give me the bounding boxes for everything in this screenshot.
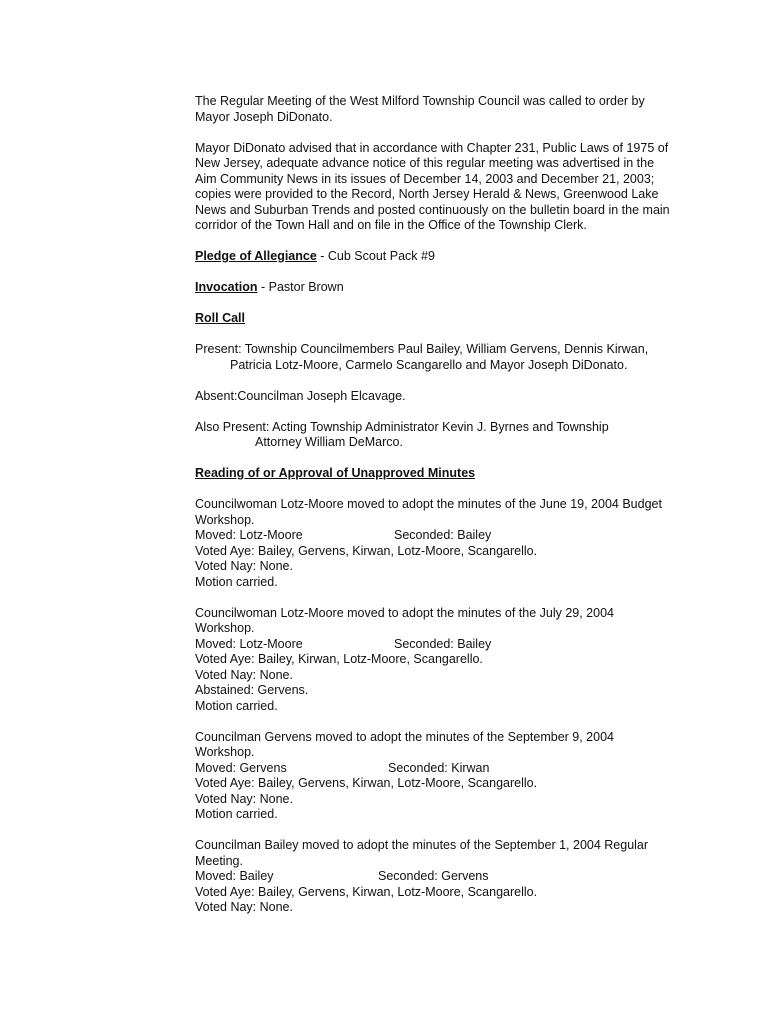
moved-seconded-line xyxy=(195,637,675,653)
voted-nay: Voted Nay: None. xyxy=(195,559,293,573)
voted-nay: Voted Nay: None. xyxy=(195,667,293,682)
minutes-heading: Reading of or Approval of Unapproved Minutes xyxy=(195,466,476,480)
also-present-paragraph xyxy=(195,420,675,451)
roll-call-heading: Roll Call xyxy=(195,311,246,325)
motion-statement: Councilman Gervens moved to adopt the minutes of the September 9, 2004 Workshop. xyxy=(195,729,614,759)
seconded-by: Seconded: Bailey xyxy=(394,528,492,542)
moved-by: Moved: Lotz-Moore xyxy=(195,636,303,651)
moved-by: Moved: Bailey xyxy=(195,869,274,883)
motion-statement: Councilman Bailey moved to adopt the minutes of the September 1, 2004 Regular Meeting. xyxy=(195,838,649,868)
voted-aye: Voted Aye: Bailey, Kirwan, Lotz-Moore, Scangarello. xyxy=(195,652,483,666)
moved-seconded-line xyxy=(195,761,675,777)
motion-result: Motion carried. xyxy=(195,807,278,821)
seconded-by: Seconded: Gervens xyxy=(378,869,489,883)
moved-seconded-line xyxy=(195,869,675,885)
voted-aye: Voted Aye: Bailey, Gervens, Kirwan, Lotz-Moore, Scangarello. xyxy=(195,776,538,790)
notice-paragraph: Mayor DiDonato advised that in accordance with Chapter 231, Public Laws of 1975 of New Jersey, adequate advance notice of this regular meeting was advertised in the Aim Community News in its issues of December 14, 2003 and December 21, 2003; copies were provided to the Record, North Jersey Herald & News, Greenwood Lake News and Suburban Trends and posted continuously on the bulletin board in the main corridor of the Town Hall and on file in the Office of the Township Clerk. xyxy=(195,140,670,232)
motion-block xyxy=(195,606,675,715)
motion-statement: Councilwoman Lotz-Moore moved to adopt the minutes of the June 19, 2004 Budget Workshop. xyxy=(195,497,662,527)
also-present-line-1: Also Present: Acting Township Administrator Kevin J. Byrnes and Township xyxy=(195,419,609,434)
motion-result: Motion carried. xyxy=(195,698,278,713)
seconded-by: Seconded: Kirwan xyxy=(388,760,490,775)
present-line-2: Patricia Lotz-Moore, Carmelo Scangarello and Mayor Joseph DiDonato. xyxy=(230,357,628,372)
call-to-order-paragraph: The Regular Meeting of the West Milford Township Council was called to order by Mayor Joseph DiDonato. xyxy=(195,94,645,124)
pledge-line xyxy=(195,249,675,265)
voted-aye: Voted Aye: Bailey, Gervens, Kirwan, Lotz-Moore, Scangarello. xyxy=(195,543,538,558)
invocation-text: - Pastor Brown xyxy=(257,280,344,294)
motion-block xyxy=(195,497,675,590)
voted-aye: Voted Aye: Bailey, Gervens, Kirwan, Lotz-Moore, Scangarello. xyxy=(195,884,538,899)
also-present-line-2: Attorney William DeMarco. xyxy=(255,435,403,449)
absent-line: Absent:Councilman Joseph Elcavage. xyxy=(195,388,406,403)
present-line-1: Present: Township Councilmembers Paul Bailey, William Gervens, Dennis Kirwan, xyxy=(195,342,649,356)
invocation-heading: Invocation xyxy=(195,280,258,294)
minutes-body xyxy=(195,94,675,931)
pledge-heading: Pledge of Allegiance xyxy=(195,249,317,263)
motion-statement: Councilwoman Lotz-Moore moved to adopt the minutes of the July 29, 2004 Workshop. xyxy=(195,605,614,635)
present-paragraph xyxy=(195,342,675,373)
invocation-line xyxy=(195,280,675,296)
moved-seconded-line xyxy=(195,528,675,544)
moved-by: Moved: Gervens xyxy=(195,760,287,775)
abstained: Abstained: Gervens. xyxy=(195,683,309,697)
moved-by: Moved: Lotz-Moore xyxy=(195,528,303,542)
motion-result: Motion carried. xyxy=(195,574,278,589)
pledge-text: - Cub Scout Pack #9 xyxy=(316,249,435,263)
voted-nay: Voted Nay: None. xyxy=(195,900,293,914)
motion-block xyxy=(195,838,675,916)
voted-nay: Voted Nay: None. xyxy=(195,791,293,806)
motions-list xyxy=(195,497,675,916)
seconded-by: Seconded: Bailey xyxy=(394,636,492,651)
motion-block xyxy=(195,730,675,823)
